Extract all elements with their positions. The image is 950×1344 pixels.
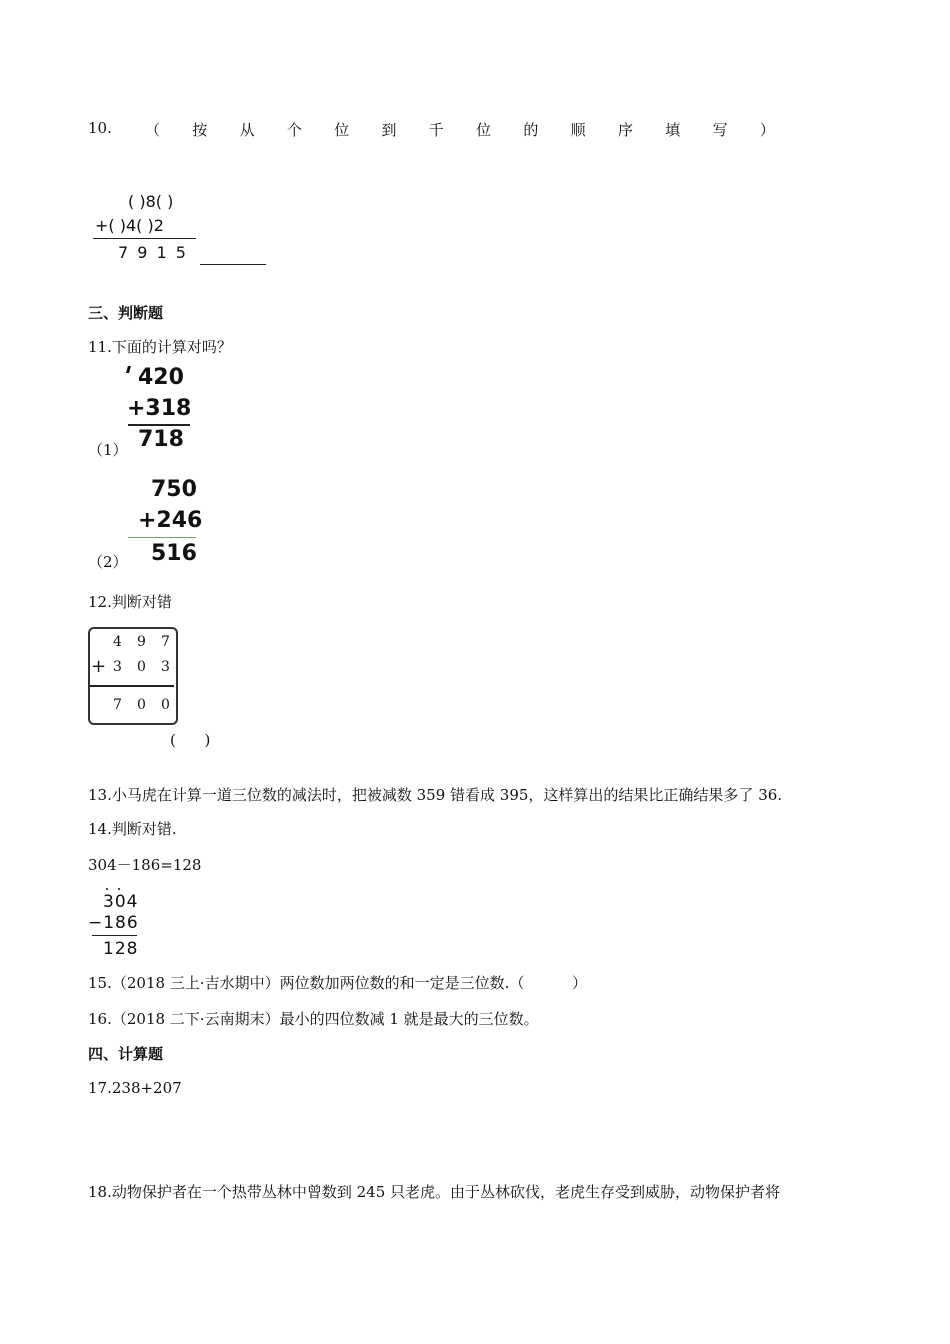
q12-digit: 3 xyxy=(161,659,170,675)
q10-instruction xyxy=(145,119,775,140)
q12-digit: 9 xyxy=(137,634,146,650)
q10-answer-blank[interactable] xyxy=(200,254,266,265)
q11-part1-mark xyxy=(126,366,131,373)
q12-sum-line xyxy=(90,685,174,687)
q10-number: 10. xyxy=(88,119,112,137)
q11-text: 11.下面的计算对吗？ xyxy=(88,338,232,356)
q14-borrow-dot xyxy=(106,888,108,890)
q10-sum-line xyxy=(93,238,196,239)
q10-char: （ xyxy=(145,121,161,139)
section-3-title: 三、判断题 xyxy=(88,304,164,322)
q11-part2-result: 516 xyxy=(151,541,197,566)
q13-text: 13.小马虎在计算一道三位数的减法时，把被减数 359 错看成 395，这样算出的结果比正确结果多了 36. xyxy=(88,786,783,804)
q14-result: 128 xyxy=(103,939,139,959)
q11-part2-label: （2） xyxy=(88,553,128,571)
q10-char: ） xyxy=(759,121,775,139)
q12-digit: 7 xyxy=(113,697,122,713)
q18-text: 18.动物保护者在一个热带丛林中曾数到 245 只老虎。由于丛林砍伐，老虎生存受到威胁，动物保护者将 xyxy=(88,1183,781,1201)
q10-char: 序 xyxy=(617,121,633,139)
q12-digit: 3 xyxy=(113,659,122,675)
q12-digit: 0 xyxy=(161,697,170,713)
q12-answer-paren[interactable]: ( ) xyxy=(170,731,211,749)
q10-char: 填 xyxy=(665,121,681,139)
q11-part2-top: 750 xyxy=(151,477,197,502)
q11-part2-bottom: +246 xyxy=(138,508,203,533)
q11-part1-label: （1） xyxy=(88,441,128,459)
q11-part1-bottom: +318 xyxy=(127,396,192,421)
q15-text: 15.（2018 三上·吉水期中）两位数加两位数的和一定是三位数.（ ） xyxy=(88,974,588,992)
q10-char: 从 xyxy=(239,121,255,139)
q12-digit: 4 xyxy=(113,634,122,650)
q14-borrow-dot xyxy=(118,888,120,890)
q14-bottom: −186 xyxy=(88,913,139,933)
q14-line xyxy=(92,935,137,936)
q10-char: 的 xyxy=(523,121,539,139)
q10-line1: ( )8( ) xyxy=(128,192,174,211)
q10-char: 千 xyxy=(428,121,444,139)
q11-part1-result: 718 xyxy=(138,427,184,452)
q12-plus: + xyxy=(91,656,107,677)
q10-char: 按 xyxy=(192,121,208,139)
q11-part2-line xyxy=(128,537,196,538)
q17-text: 17.238+207 xyxy=(88,1079,182,1097)
q10-char: 位 xyxy=(476,121,492,139)
q16-text: 16.（2018 二下·云南期末）最小的四位数减 1 就是最大的三位数。 xyxy=(88,1010,539,1028)
q10-char: 写 xyxy=(712,121,728,139)
q12-digit: 0 xyxy=(137,659,146,675)
q11-part1-top: 420 xyxy=(138,365,184,390)
section-4-title: 四、计算题 xyxy=(88,1045,164,1063)
q12-digit: 0 xyxy=(137,697,146,713)
q14-equation: 304－186=128 xyxy=(88,856,202,874)
q12-text: 12.判断对错 xyxy=(88,593,172,611)
q14-text: 14.判断对错. xyxy=(88,820,177,838)
q11-part1-line xyxy=(128,424,190,426)
q14-top: 304 xyxy=(103,892,139,912)
q12-digit: 7 xyxy=(161,634,170,650)
q10-char: 顺 xyxy=(570,121,586,139)
q10-line2: +( )4( )2 xyxy=(95,216,164,235)
q10-char: 到 xyxy=(381,121,397,139)
q10-result: 7 9 1 5 xyxy=(118,243,188,262)
q10-char: 位 xyxy=(334,121,350,139)
q10-char: 个 xyxy=(286,121,302,139)
